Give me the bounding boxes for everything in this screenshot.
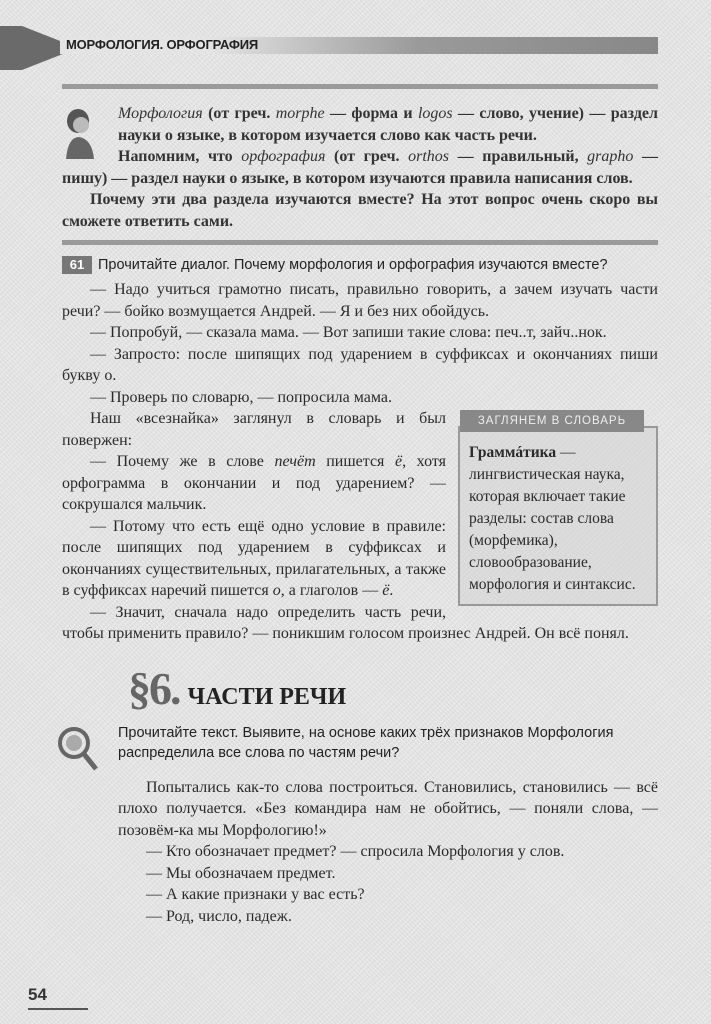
dialog-line: — Проверь по словарю, — попросила мама. [90, 388, 392, 406]
exercise-header [62, 255, 658, 275]
story-line: Попытались как-то слова построиться. Становились, становились — всё плохо получается. «Без командира нам не обойтись, — поняли слова, — позовём-ка мы Морфологию!» [118, 778, 658, 839]
dialog-line: — Значит, сначала надо определить часть речи, чтобы применить правило? — поникшим голосом произнес Андрей. Он всё понял. [62, 603, 629, 642]
divider [62, 240, 658, 245]
dialog [62, 279, 658, 645]
intro-paragraph-1: Морфология (от греч. morphe — форма и logos — слово, учение) — раздел науки о языке, в котором изучается слово как часть речи. [118, 105, 658, 144]
page-number-underline [28, 1008, 88, 1010]
story-line: — Род, число, падеж. [146, 907, 292, 925]
story [118, 777, 658, 928]
dialog-line: — Надо учиться грамотно писать, правильно говорить, а зачем изучать части речи? — бойко возмущается Андрей. — Я и без них обойдусь. [62, 281, 658, 320]
dictionary-box [458, 410, 658, 606]
intro-paragraph-3: Почему эти два раздела изучаются вместе? На этот вопрос очень скоро вы сможете ответить сами. [62, 191, 658, 230]
dictionary-text: Граммáтика — лингвистическая наука, которая включает такие разделы: состав слова (морфемика), словообразование, морфология и синтаксис. [469, 444, 636, 593]
story-line: — А какие признаки у вас есть? [146, 886, 365, 903]
header-tab [0, 26, 22, 70]
dialog-line: — Попробуй, — сказала мама. — Вот запиши такие слова: печ..т, зайч..нок. [90, 324, 607, 341]
section-heading [128, 663, 658, 715]
story-line: — Мы обозначаем предмет. [146, 864, 336, 882]
dialog-line: Наш «всезнайка» заглянул в словарь и был повержен: [62, 410, 446, 449]
exercise-task: Прочитайте диалог. Почему морфология и орфография изучаются вместе? [98, 257, 608, 273]
section-title: ЧАСТИ РЕЧИ [187, 683, 347, 710]
magnifier-girl-icon [54, 723, 100, 773]
chapter-title: МОРФОЛОГИЯ. ОРФОГРАФИЯ [66, 37, 259, 52]
section-number: §6. [128, 662, 180, 714]
divider [62, 84, 658, 89]
dictionary-tag: ЗАГЛЯНЕМ В СЛОВАРЬ [460, 410, 644, 432]
boy-icon [62, 107, 96, 159]
intro-paragraph-2: Напомним, что орфография (от греч. orthos — правильный, grapho — пишу) — раздел науки о языке, в котором изучаются правила написания слов. [62, 148, 659, 187]
page-number: 54 [28, 985, 47, 1004]
page-footer [28, 973, 658, 1010]
exercise-number-badge: 61 [62, 256, 92, 274]
dialog-line: — Запросто: после шипящих под ударением в суффиксах и окончаниях пиши букву о. [62, 345, 658, 384]
section-task: Прочитайте текст. Выявите, на основе каких трёх признаков Морфология распределила все слова по частям речи? [118, 724, 614, 761]
dialog-line: — Почему же в слове печёт пишется ё, хотя орфограмма в окончании и под ударением? — сокрушался мальчик. [62, 453, 447, 513]
dialog-line: — Потому что есть ещё одно условие в правиле: после шипящих под ударением в суффиксах и окончаниях существительных, прилагательных, а также в суффиксах наречий пишется о, а глаголов — ё. [62, 517, 446, 599]
section-task-row [54, 723, 658, 773]
story-line: — Кто обозначает предмет? — спросила Морфология у слов. [146, 843, 565, 860]
intro-block [62, 103, 658, 232]
